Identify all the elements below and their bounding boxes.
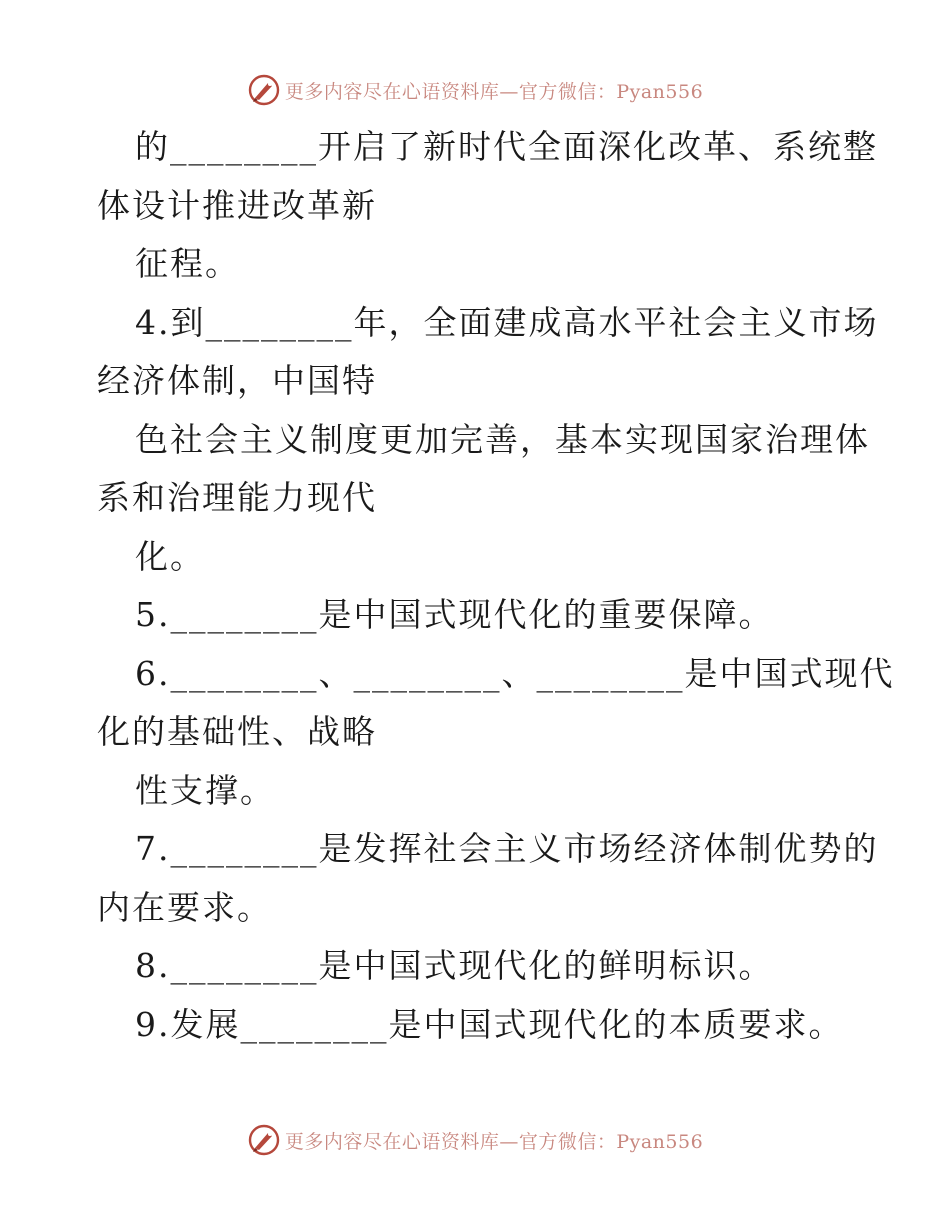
text-line: 8.________是中国式现代化的鲜明标识。: [135, 946, 774, 985]
text-line: 4.到________年，全面建成高水平社会主义市场: [135, 302, 879, 342]
document-body: [97, 118, 895, 1054]
watermark-text: 更多内容尽在心语资料库—官方微信：Pyan556: [284, 80, 704, 103]
text-line: 性支撑。: [135, 770, 275, 810]
pen-logo-icon: [247, 1123, 281, 1157]
text-line: 体设计推进改革新: [97, 185, 377, 225]
text-line: 化。: [135, 536, 205, 576]
text-line: 系和治理能力现代: [97, 478, 377, 517]
text-line: 7.________是发挥社会主义市场经济体制优势的: [135, 829, 879, 868]
text-line: 经济体制，中国特: [97, 361, 377, 400]
text-line: 5.________是中国式现代化的重要保障。: [135, 595, 774, 634]
text-line: 的________开启了新时代全面深化改革、系统整: [135, 127, 878, 166]
footer-watermark: [0, 1123, 950, 1157]
text-line: 9.发展________是中国式现代化的本质要求。: [135, 1004, 844, 1044]
text-line: 征程。: [135, 244, 240, 283]
watermark-text: 更多内容尽在心语资料库—官方微信：Pyan556: [284, 1130, 704, 1153]
text-line: 化的基础性、战略: [97, 712, 377, 751]
header-watermark: [0, 73, 950, 107]
pen-logo-icon: [247, 73, 281, 107]
text-line: 色社会主义制度更加完善，基本实现国家治理体: [135, 419, 870, 459]
text-line: 6.________、________、________是中国式现代: [135, 653, 895, 693]
text-line: 内在要求。: [97, 887, 272, 927]
